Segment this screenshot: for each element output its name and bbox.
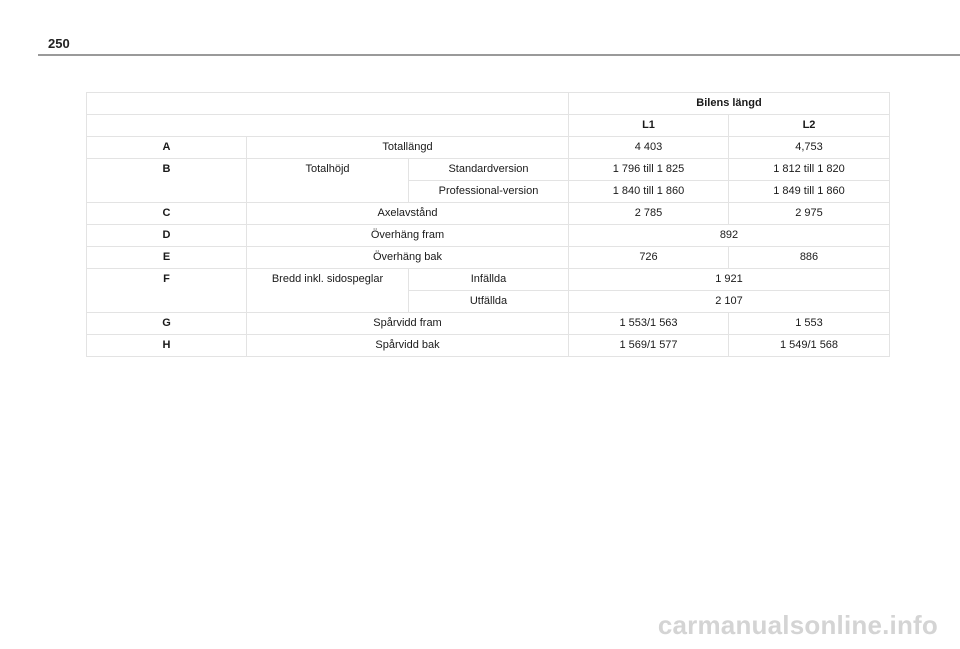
value-both: 892: [569, 225, 890, 247]
table-row: [87, 247, 890, 269]
table-row: [87, 203, 890, 225]
row-label: Totallängd: [247, 137, 569, 159]
value-both: 1 921: [569, 269, 890, 291]
value-l1: 726: [569, 247, 729, 269]
page-number: 250: [48, 36, 70, 51]
row-letter: D: [87, 225, 247, 247]
value-l2: 1 812 till 1 820: [729, 159, 890, 181]
variant-l1-header: L1: [569, 115, 729, 137]
value-l2: 2 975: [729, 203, 890, 225]
variant-empty-cell: [87, 115, 569, 137]
dimensions-table: [86, 92, 890, 357]
variant-l2-header: L2: [729, 115, 890, 137]
row-label: Spårvidd fram: [247, 313, 569, 335]
value-l2: 4,753: [729, 137, 890, 159]
value-l1: 2 785: [569, 203, 729, 225]
row-letter: A: [87, 137, 247, 159]
row-label: Bredd inkl. sidospeglar: [247, 269, 409, 313]
table-row: [87, 313, 890, 335]
table-row: [87, 159, 890, 181]
row-label: Axelavstånd: [247, 203, 569, 225]
value-l1: 1 796 till 1 825: [569, 159, 729, 181]
value-l2: 1 849 till 1 860: [729, 181, 890, 203]
table-variant-row: [87, 115, 890, 137]
watermark[interactable]: carmanualsonline.info: [657, 610, 938, 640]
row-sublabel: Infällda: [409, 269, 569, 291]
value-l1: 1 553/1 563: [569, 313, 729, 335]
table-row: [87, 269, 890, 291]
table-row: [87, 335, 890, 357]
header-empty-cell: [87, 93, 569, 115]
value-l1: 1 569/1 577: [569, 335, 729, 357]
row-label: Överhäng bak: [247, 247, 569, 269]
header-rule: [38, 54, 960, 56]
row-label: Spårvidd bak: [247, 335, 569, 357]
table-row: [87, 225, 890, 247]
value-l2: 1 549/1 568: [729, 335, 890, 357]
value-both: 2 107: [569, 291, 890, 313]
table-header-row: [87, 93, 890, 115]
row-letter: C: [87, 203, 247, 225]
value-l1: 1 840 till 1 860: [569, 181, 729, 203]
row-letter: E: [87, 247, 247, 269]
value-l1: 4 403: [569, 137, 729, 159]
row-letter: B: [87, 159, 247, 203]
value-l2: 1 553: [729, 313, 890, 335]
row-sublabel: Standardversion: [409, 159, 569, 181]
row-letter: G: [87, 313, 247, 335]
row-sublabel: Professional-version: [409, 181, 569, 203]
vehicle-length-header: Bilens längd: [569, 93, 890, 115]
row-letter: F: [87, 269, 247, 313]
row-letter: H: [87, 335, 247, 357]
table-row: [87, 137, 890, 159]
row-sublabel: Utfällda: [409, 291, 569, 313]
value-l2: 886: [729, 247, 890, 269]
row-label: Överhäng fram: [247, 225, 569, 247]
row-label: Totalhöjd: [247, 159, 409, 203]
